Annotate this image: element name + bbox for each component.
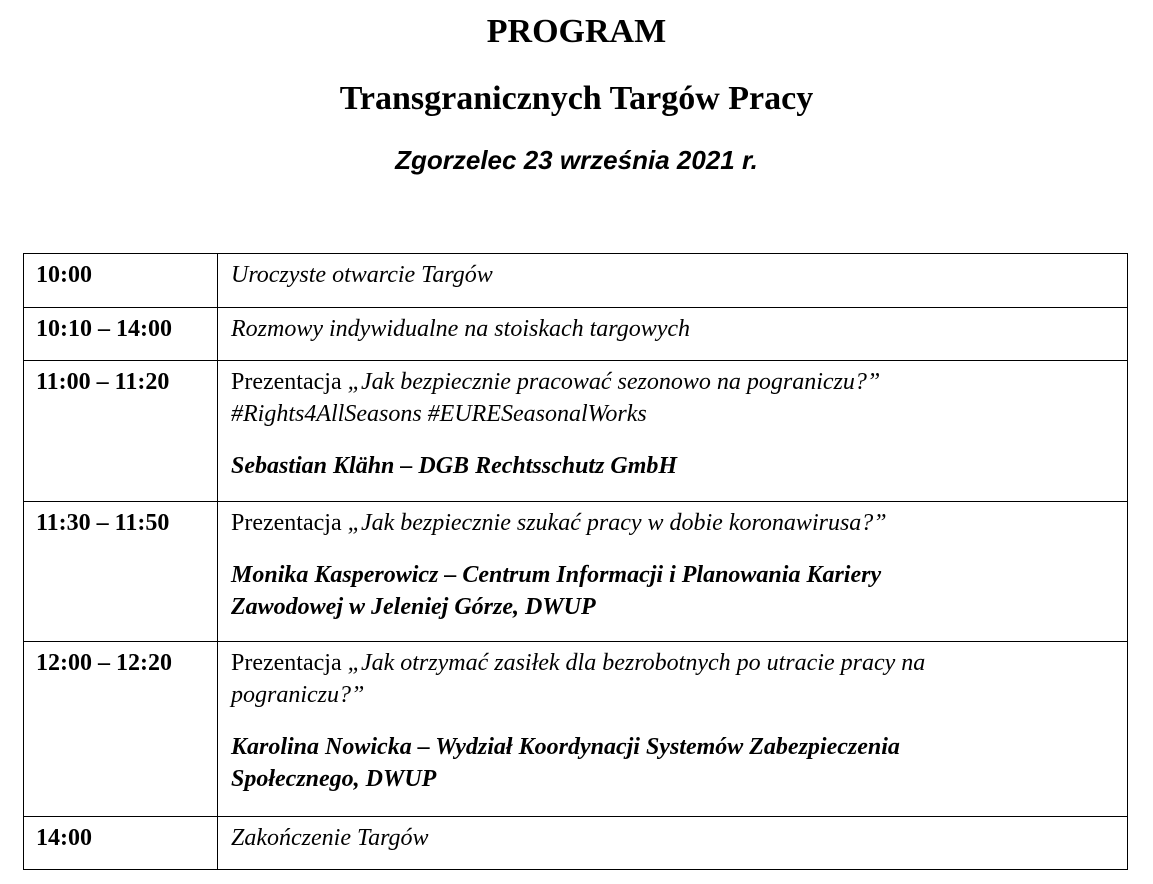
table-row (24, 254, 1128, 308)
program-table (23, 253, 1128, 870)
document-subtitle: Transgranicznych Targów Pracy (339, 80, 814, 117)
time-cell: 12:00 – 12:20 (24, 642, 218, 817)
speaker-line: Monika Kasperowicz – Centrum Informacji i Planowania Kariery (231, 562, 882, 588)
time-cell: 14:00 (24, 817, 218, 870)
presentation-title (231, 366, 1117, 398)
table-row (24, 642, 1128, 817)
description-cell (218, 502, 1128, 642)
description-cell: Uroczyste otwarcie Targów (218, 254, 1128, 308)
presentation-title-continuation: pograniczu?” (231, 682, 365, 708)
speaker-line: Społecznego, DWUP (231, 766, 437, 792)
time-cell: 11:30 – 11:50 (24, 502, 218, 642)
presentation-title (231, 647, 1117, 679)
table-row (24, 308, 1128, 361)
table-row (24, 817, 1128, 870)
speaker (231, 559, 1117, 623)
document-title: PROGRAM (486, 13, 667, 50)
speaker-line: Karolina Nowicka – Wydział Koordynacji Systemów Zabezpieczenia (231, 734, 900, 760)
presentation-title-text: „Jak bezpiecznie pracować sezonowo na pograniczu?” (347, 369, 881, 395)
description-cell: Zakończenie Targów (218, 817, 1128, 870)
speaker (231, 731, 1117, 795)
presentation-hashtags: #Rights4AllSeasons #EURESeasonalWorks (231, 401, 647, 427)
speaker: Sebastian Klähn – DGB Rechtsschutz GmbH (231, 453, 678, 479)
speaker-line: Zawodowej w Jeleniej Górze, DWUP (231, 594, 596, 620)
presentation-prefix: Prezentacja (231, 510, 342, 536)
description-cell (218, 361, 1128, 502)
time-cell: 11:00 – 11:20 (24, 361, 218, 502)
time-cell: 10:00 (24, 254, 218, 308)
table-row (24, 502, 1128, 642)
location-date: Zgorzelec 23 września 2021 r. (395, 145, 758, 175)
presentation-title (231, 507, 1117, 539)
description-cell: Rozmowy indywidualne na stoiskach targowych (218, 308, 1128, 361)
description-cell (218, 642, 1128, 817)
presentation-title-text: „Jak bezpiecznie szukać pracy w dobie koronawirusa?” (347, 510, 887, 536)
presentation-title-text: „Jak otrzymać zasiłek dla bezrobotnych po utracie pracy na (347, 650, 926, 676)
table-row (24, 361, 1128, 502)
presentation-prefix: Prezentacja (231, 650, 342, 676)
presentation-prefix: Prezentacja (231, 369, 342, 395)
time-cell: 10:10 – 14:00 (24, 308, 218, 361)
